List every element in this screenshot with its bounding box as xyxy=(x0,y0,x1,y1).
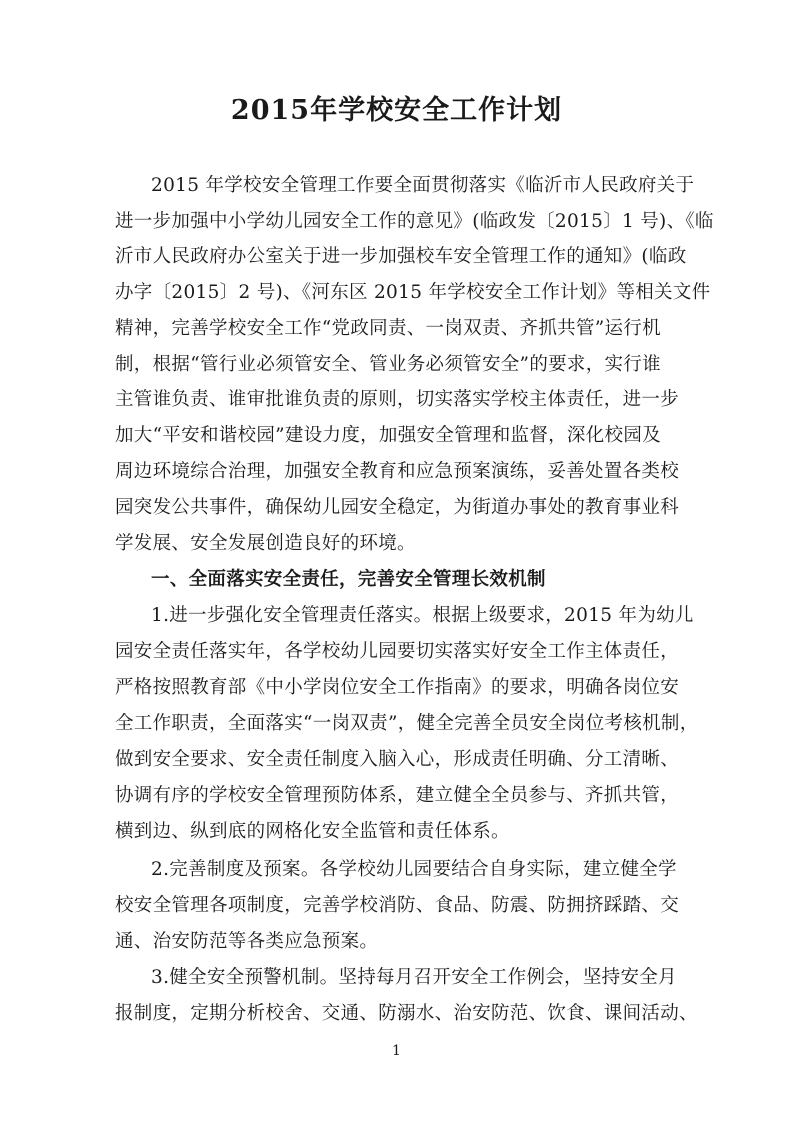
document-title: 2015年学校安全工作计划 xyxy=(230,95,563,126)
intro-line-6: 制，根据“管行业必须管安全、管业务必须管安全”的要求，实行谁 xyxy=(115,354,661,375)
item1-line-6: 协调有序的学校安全管理预防体系，建立健全全员参与、齐抓共管， xyxy=(115,785,680,806)
intro-line-3: 沂市人民政府办公室关于进一步加强校车安全管理工作的通知》(临政 xyxy=(115,246,687,267)
item1-line-7: 横到边、纵到底的网格化安全监管和责任体系。 xyxy=(115,821,510,842)
intro-line-2: 进一步加强中小学幼儿园安全工作的意见》(临政发〔2015〕1 号)、《临 xyxy=(115,211,714,232)
item1-line-2: 园安全责任落实年，各学校幼儿园要切实落实好安全工作主体责任， xyxy=(115,641,680,662)
intro-line-7: 主管谁负责、谁审批谁负责的原则，切实落实学校主体责任，进一步 xyxy=(115,389,680,410)
item1-line-5: 做到安全要求、安全责任制度入脑入心，形成责任明确、分工清晰、 xyxy=(115,749,680,770)
page-number: 1 xyxy=(392,1043,401,1059)
intro-line-5: 精神，完善学校安全工作“党政同责、一岗双责、齐抓共管”运行机 xyxy=(115,318,661,339)
item3-line-1: 3.健全安全预警机制。坚持每月召开安全工作例会，坚持安全月 xyxy=(151,967,677,988)
intro-line-9: 周边环境综合治理，加强安全教育和应急预案演练，妥善处置各类校 xyxy=(115,461,680,482)
item1-line-4: 全工作职责，全面落实“一岗双责”，健全完善全员安全岗位考核机制， xyxy=(115,713,699,734)
item3-line-2: 报制度，定期分析校舍、交通、防溺水、治安防范、饮食、课间活动、 xyxy=(115,1003,698,1024)
item1-line-1: 1.进一步强化安全管理责任落实。根据上级要求，2015 年为幼儿 xyxy=(151,605,694,626)
intro-line-4: 办字〔2015〕2 号)、《河东区 2015 年学校安全工作计划》等相关文件 xyxy=(115,282,711,303)
item2-line-1: 2.完善制度及预案。各学校幼儿园要结合自身实际，建立健全学 xyxy=(151,859,677,880)
intro-line-11: 学发展、安全发展创造良好的环境。 xyxy=(115,533,416,554)
intro-line-1: 2015 年学校安全管理工作要全面贯彻落实《临沂市人民政府关于 xyxy=(151,175,695,196)
intro-line-8: 加大“平安和谐校园”建设力度，加强安全管理和监督，深化校园及 xyxy=(115,425,661,446)
intro-line-10: 园突发公共事件，确保幼儿园安全稳定，为街道办事处的教育事业科 xyxy=(115,497,680,518)
section-heading-1: 一、全面落实安全责任，完善安全管理长效机制 xyxy=(151,569,546,590)
item2-line-2: 校安全管理各项制度，完善学校消防、食品、防震、防拥挤踩踏、交 xyxy=(115,895,680,916)
item2-line-3: 通、治安防范等各类应急预案。 xyxy=(115,931,379,952)
item1-line-3: 严格按照教育部《中小学岗位安全工作指南》的要求，明确各岗位安 xyxy=(115,677,680,698)
